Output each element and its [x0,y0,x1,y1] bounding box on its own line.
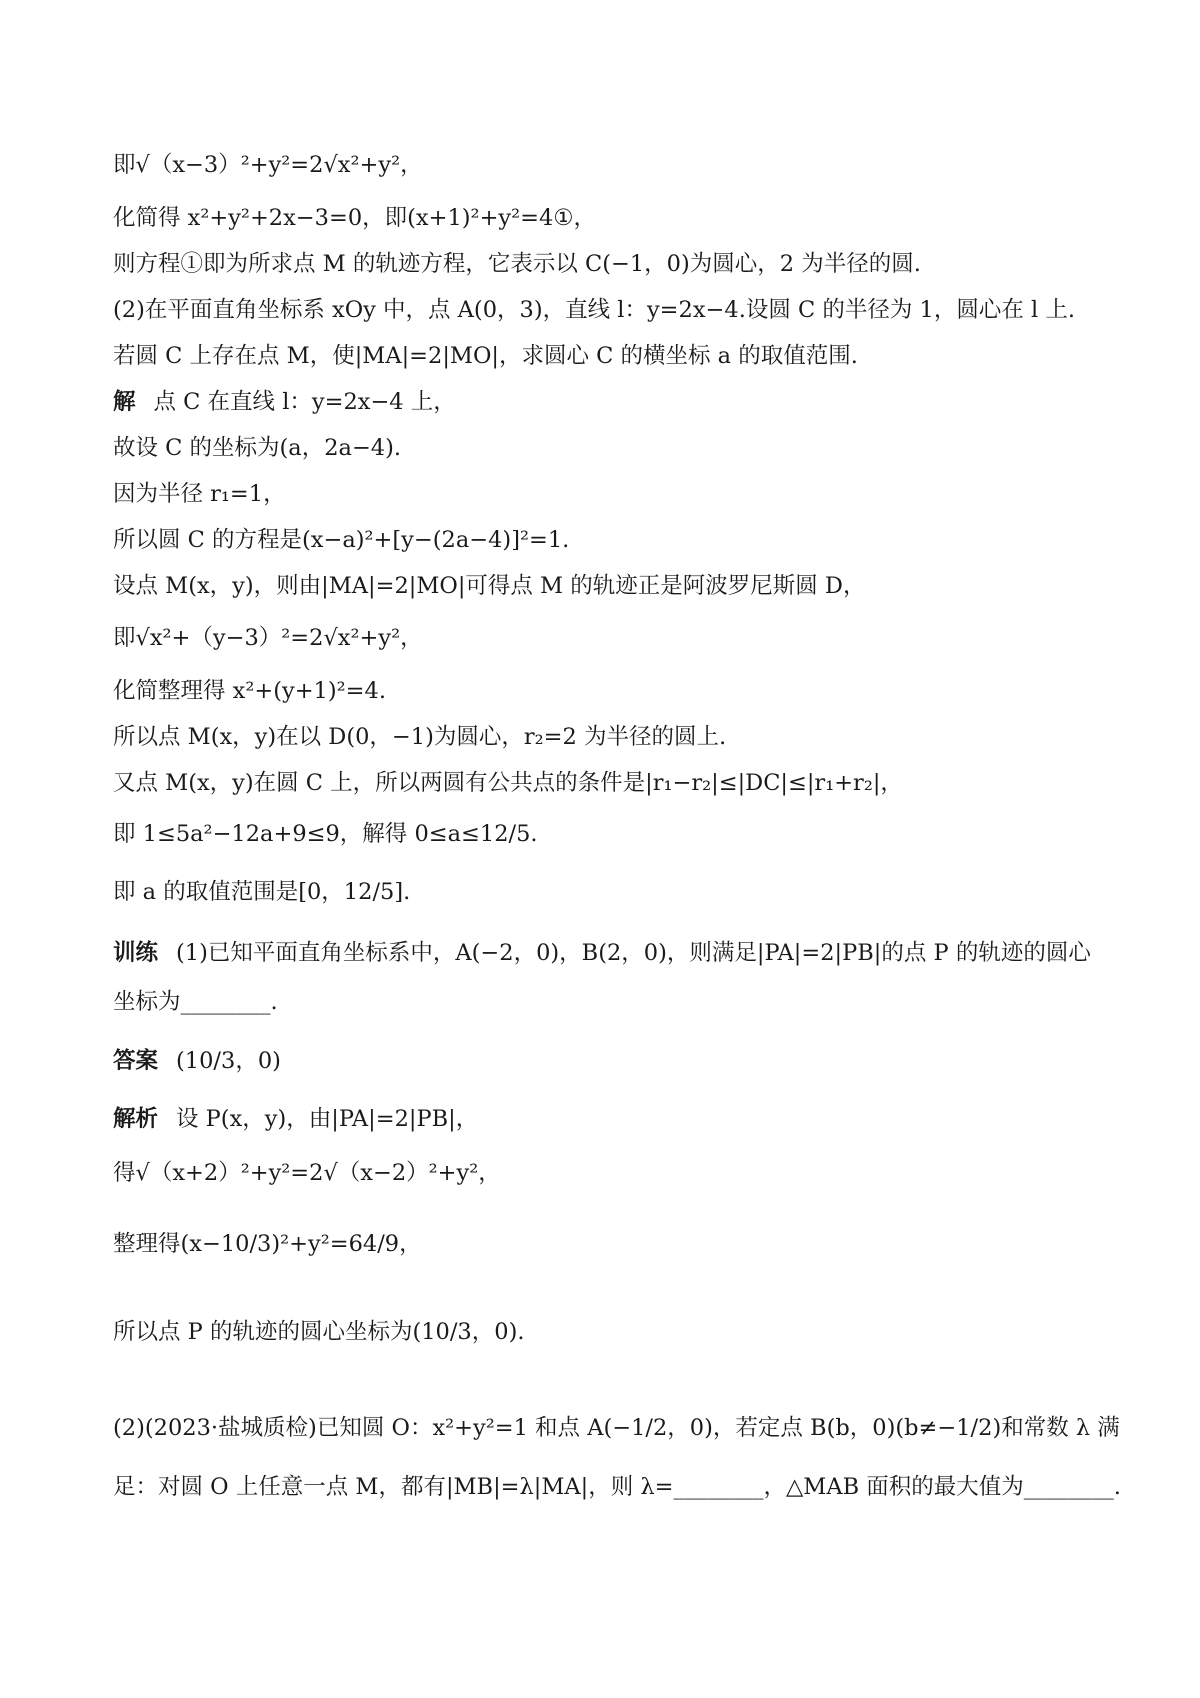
text-line [113,765,1104,801]
line-text: 若圆 C 上存在点 M，使|MA|=2|MO|，求圆心 C 的横坐标 a 的取值范围. [113,343,858,369]
text-line [113,147,1104,183]
text-line [113,1101,1104,1137]
section-label: 解 [113,389,136,415]
section-label: 训练 [113,940,159,966]
line-text: 即√x²+（y−3）²=2√x²+y²， [113,625,423,651]
text-line [113,1469,1121,1505]
text-line [113,338,1104,374]
line-text: 化简得 x²+y²+2x−3=0，即(x+1)²+y²=4①， [113,205,596,231]
line-text: 所以点 M(x，y)在以 D(0，−1)为圆心，r₂=2 为半径的圆上. [113,724,727,750]
text-line [113,522,1104,558]
text-line [113,673,1104,709]
line-text: 点 C 在直线 l：y=2x−4 上， [153,389,456,415]
text-line [113,292,1104,328]
text-line [113,1226,1104,1262]
text-line [113,935,1104,971]
text-line [113,200,1104,236]
text-line [113,620,1104,656]
section-label: 答案 [113,1048,159,1074]
line-text: 整理得(x−10/3)²+y²=64/9， [113,1231,422,1257]
line-text: 坐标为________. [113,989,278,1015]
line-text: 即√（x−3）²+y²=2√x²+y²， [113,152,423,178]
line-text: 化简整理得 x²+(y+1)²=4. [113,678,386,704]
text-line [113,246,1104,282]
text-line [113,1155,1104,1191]
text-line [113,816,1104,852]
section-label: 解析 [113,1106,159,1132]
line-text: (2)在平面直角坐标系 xOy 中，点 A(0，3)，直线 l：y=2x−4.设圆 C 的半径为 1，圆心在 l 上. [113,297,1075,323]
line-text: 所以圆 C 的方程是(x−a)²+[y−(2a−4)]²=1. [113,527,570,553]
line-text: (10/3，0) [176,1048,281,1074]
line-text: 又点 M(x，y)在圆 C 上，所以两圆有公共点的条件是|r₁−r₂|≤|DC|≤|r₁+r₂|， [113,770,903,796]
line-text: 故设 C 的坐标为(a，2a−4). [113,435,402,461]
text-line [113,1314,1104,1350]
line-text: 设 P(x，y)，由|PA|=2|PB|， [176,1106,479,1132]
text-line [113,384,1104,420]
line-text: 设点 M(x，y)，则由|MA|=2|MO|可得点 M 的轨迹正是阿波罗尼斯圆 D， [113,573,866,599]
line-text: (1)已知平面直角坐标系中，A(−2，0)，B(2，0)，则满足|PA|=2|PB|的点 P 的轨迹的圆心 [176,940,1091,966]
text-line [113,1043,1104,1079]
text-line [113,1410,1120,1446]
line-text: 因为半径 r₁=1， [113,481,286,507]
text-line [113,719,1104,755]
text-line [113,984,1104,1020]
line-text: 即 1≤5a²−12a+9≤9，解得 0≤a≤12/5. [113,821,538,847]
line-text: 即 a 的取值范围是[0，12/5]. [113,879,411,905]
text-line [113,874,1104,910]
text-line [113,476,1104,512]
text-line [113,568,1104,604]
line-text: 则方程①即为所求点 M 的轨迹方程，它表示以 C(−1，0)为圆心，2 为半径的圆. [113,251,921,277]
line-text: 足：对圆 O 上任意一点 M，都有|MB|=λ|MA|，则 λ=________，△MAB 面积的最大值为________. [113,1474,1121,1500]
line-text: (2)(2023·盐城质检)已知圆 O：x²+y²=1 和点 A(−1/2，0)，若定点 B(b，0)(b≠−1/2)和常数 λ 满 [113,1415,1120,1441]
line-text: 得√（x+2）²+y²=2√（x−2）²+y²， [113,1160,501,1186]
line-text: 所以点 P 的轨迹的圆心坐标为(10/3，0). [113,1319,525,1345]
text-line [113,430,1104,466]
